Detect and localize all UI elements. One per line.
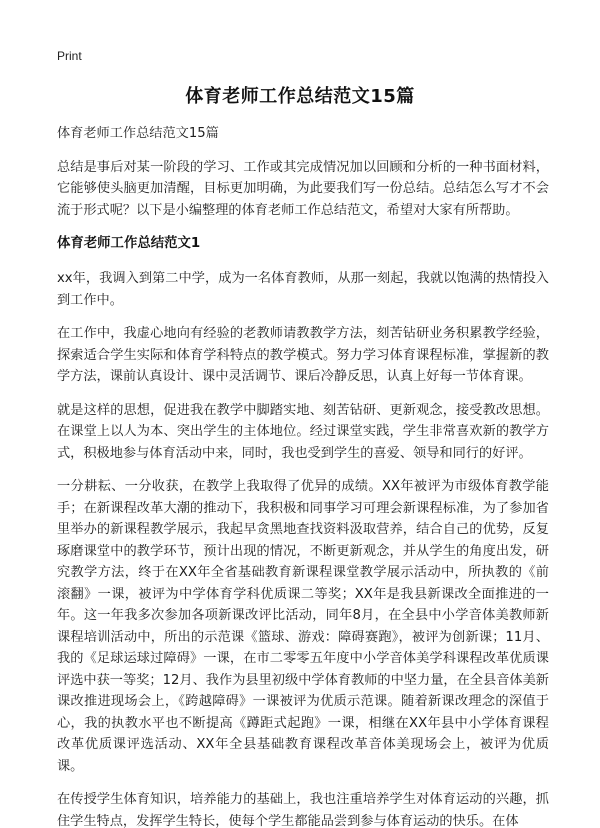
- paragraph: 在传授学生体育知识，培养能力的基础上，我也注重培养学生对体育运动的兴趣，抓住学生特点，发挥学生特长，使每个学生都能品尝到参与体育运动的快乐。在体: [57, 792, 549, 828]
- article-subtitle: 体育老师工作总结范文15篇: [57, 126, 219, 141]
- article-body: [57, 123, 549, 828]
- print-link[interactable]: Print: [57, 49, 82, 63]
- paragraph: 在工作中，我虚心地向有经验的老教师请教教学方法，刻苦钻研业务积累教学经验，探索适合学生实际和体育学科特点的教学模式。努力学习体育课程标准，掌握新的教学方法，课前认真设计、课中灵活调节、课后冷静反思，认真上好每一节体育课。: [57, 326, 549, 384]
- intro-paragraph: 总结是事后对某一阶段的学习、工作或其完成情况加以回顾和分析的一种书面材料，它能够使头脑更加清醒，目标更加明确，为此要我们写一份总结。总结怎么写才不会流于形式呢？以下是小编整理的体育老师工作总结范文，希望对大家有所帮助。: [57, 159, 549, 218]
- section-heading: 体育老师工作总结范文1: [57, 236, 201, 251]
- page-title: 体育老师工作总结范文15篇: [185, 86, 415, 107]
- paragraph: 一分耕耘、一分收获，在教学上我取得了优异的成绩。XX年被评为市级体育教学能手；在新课程改革大潮的推动下，我积极和同事学习可理会新课程标准，为了参加省里举办的新课程教学展示，我起早贪黑地查找资料汲取营养，结合自己的优势，反复琢磨课堂中的教学环节，预计出现的情况，不断更新观念，并从学生的角度出发，研究教学方法，终于在XX年全省基础教育新课程课堂教学展示活动中，所执教的《前滚翻》一课，被评为中学体育学科优质课二等奖；XX年是我县新课改全面推进的一年。这一年我多次参加各项新课改评比活动，同年8月，在全县中小学音体美教师新课程培训活动中，所出的示范课《篮球、游戏：障碍赛跑》，被评为创新课；11月、我的《足球运球过障碍》一课，在市二零零五年度中小学音体美学科课程改革优质课评选中获一等奖；12月、我作为县里初级中学体育教师的中坚力量，在全县音体美新课改推进现场会上，《跨越障碍》一课被评为优质示范课。随着新课改理念的深值于心，我的执教水平也不断提高《蹲距式起跑》一课，相继在XX年县中小学体育课程改革优质课评选活动、XX年全县基础教育课程改革音体美现场会上，被评为优质课。: [57, 479, 549, 774]
- paragraph: xx年，我调入到第二中学，成为一名体育教师，从那一刻起，我就以饱满的热情投入到工作中。: [57, 271, 549, 308]
- paragraph: 就是这样的思想，促进我在教学中脚踏实地、刻苦钻研、更新观念，接受教改思想。在课堂上以人为本、突出学生的主体地位。经过课堂实践，学生非常喜欢新的教学方式，积极地参与体育活动中来，同时，我也受到学生的喜爱、领导和同行的好评。: [57, 402, 549, 461]
